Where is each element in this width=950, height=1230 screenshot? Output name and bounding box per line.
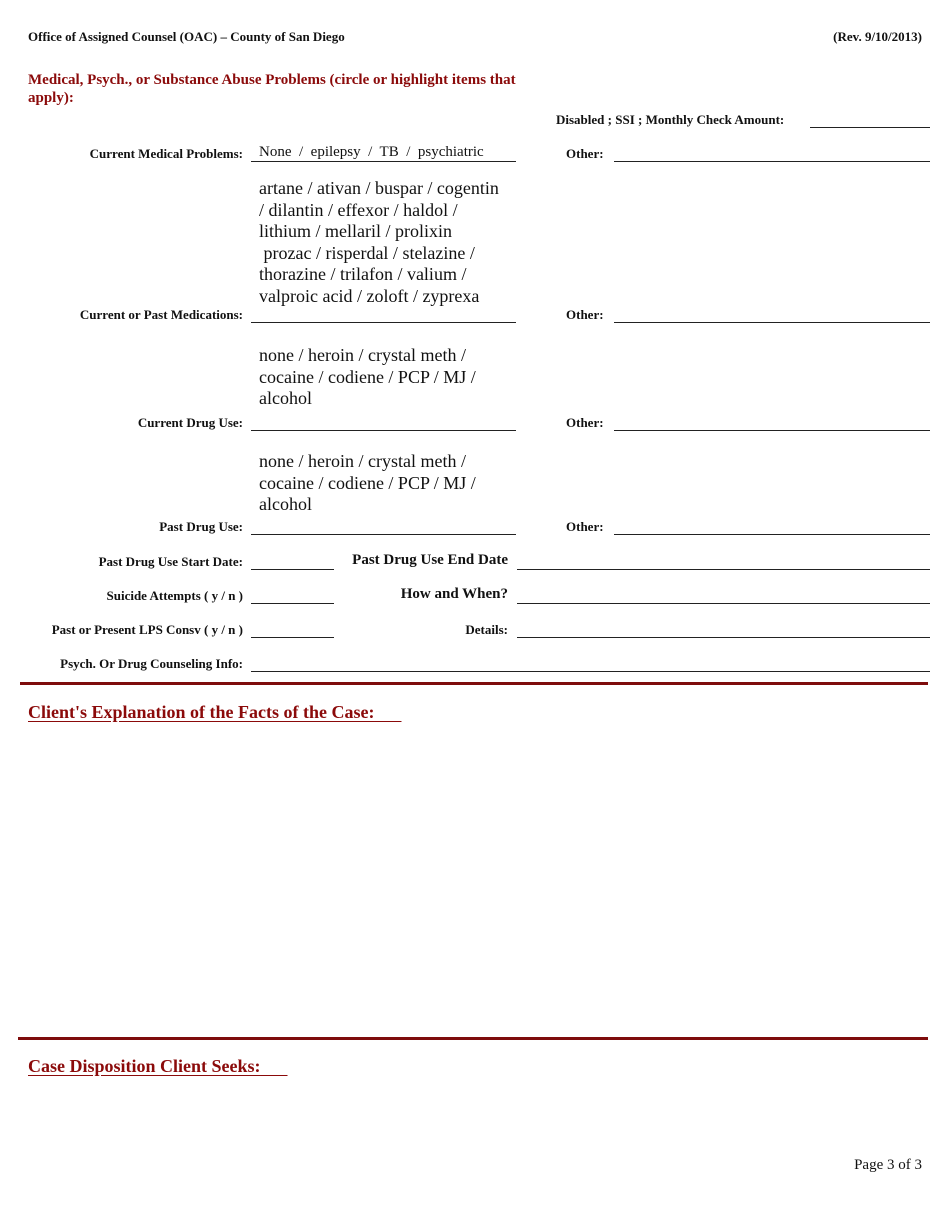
current-medical-problems-label: Current Medical Problems:: [89, 146, 243, 161]
office-header: Office of Assigned Counsel (OAC) – County of San Diego: [28, 29, 345, 44]
medications-options[interactable]: [259, 178, 519, 307]
past-drug-end-label: Past Drug Use End Date: [352, 552, 508, 568]
revision-date: (Rev. 9/10/2013): [833, 29, 922, 44]
lps-consv-label: Past or Present LPS Consv ( y / n ): [51, 622, 243, 637]
current-drug-option-line: cocaine / codiene / PCP / MJ /: [259, 366, 476, 387]
medications-option-line: artane / ativan / buspar / cogentin: [259, 178, 499, 198]
past-drug-other-field[interactable]: [614, 534, 930, 535]
current-drug-other-field[interactable]: [614, 430, 930, 431]
current-drug-other-label: Other:: [566, 415, 604, 430]
section-divider: [18, 1037, 928, 1040]
counseling-info-field[interactable]: [251, 671, 930, 672]
past-drug-end-field[interactable]: [517, 569, 930, 570]
facts-section-title-text: Client's Explanation of the Facts of the Case:: [28, 702, 375, 722]
page-number: Page 3 of 3: [854, 1157, 922, 1173]
current-drug-line: [251, 430, 516, 431]
medications-option-line: / dilantin / effexor / haldol /: [259, 199, 458, 220]
disposition-section-title: [28, 1056, 288, 1077]
medications-option-line: valproic acid / zoloft / zyprexa: [259, 285, 480, 306]
monthly-check-amount-field[interactable]: [810, 127, 930, 128]
current-medical-options[interactable]: None / epilepsy / TB / psychiatric: [259, 144, 484, 160]
medications-label: Current or Past Medications:: [79, 307, 243, 322]
disabled-ssi-label: Disabled ; SSI ; Monthly Check Amount:: [556, 112, 785, 127]
past-drug-label: Past Drug Use:: [159, 519, 243, 534]
suicide-attempts-field[interactable]: [251, 603, 334, 604]
medical-other-field[interactable]: [614, 161, 930, 162]
facts-section-title: [28, 702, 401, 723]
how-when-label: How and When?: [400, 586, 508, 602]
current-drug-label: Current Drug Use:: [137, 415, 243, 430]
medications-other-field[interactable]: [614, 322, 930, 323]
current-drug-option-line: none / heroin / crystal meth /: [259, 345, 466, 365]
lps-consv-field[interactable]: [251, 637, 334, 638]
medications-option-line: thorazine / trilafon / valium /: [259, 264, 467, 284]
past-drug-line: [251, 534, 516, 535]
counseling-info-label: Psych. Or Drug Counseling Info:: [60, 656, 243, 671]
suicide-attempts-label: Suicide Attempts ( y / n ): [106, 588, 243, 603]
medications-line: [251, 322, 516, 323]
past-drug-start-field[interactable]: [251, 569, 334, 570]
disposition-text-area[interactable]: [28, 1084, 928, 1144]
past-drug-options[interactable]: [259, 451, 519, 516]
medications-option-line: prozac / risperdal / stelazine /: [259, 242, 475, 263]
medications-option-line: lithium / mellaril / prolixin: [259, 221, 452, 241]
how-when-field[interactable]: [517, 603, 930, 604]
disposition-section-title-text: Case Disposition Client Seeks:: [28, 1056, 261, 1076]
current-drug-options[interactable]: [259, 345, 519, 410]
past-drug-option-line: none / heroin / crystal meth /: [259, 451, 466, 471]
section-divider: [20, 682, 928, 685]
details-field[interactable]: [517, 637, 930, 638]
current-medical-line: [251, 161, 516, 162]
past-drug-start-label: Past Drug Use Start Date:: [98, 554, 243, 569]
medical-other-label: Other:: [566, 146, 604, 161]
past-drug-other-label: Other:: [566, 519, 604, 534]
past-drug-option-line: cocaine / codiene / PCP / MJ /: [259, 472, 476, 493]
details-label: Details:: [465, 622, 508, 637]
current-drug-option-line: alcohol: [259, 388, 312, 408]
past-drug-option-line: alcohol: [259, 494, 312, 514]
medications-other-label: Other:: [566, 307, 604, 322]
medical-section-title: Medical, Psych., or Substance Abuse Problems (circle or highlight items that apply):: [28, 72, 516, 106]
facts-text-area[interactable]: [28, 730, 928, 1030]
